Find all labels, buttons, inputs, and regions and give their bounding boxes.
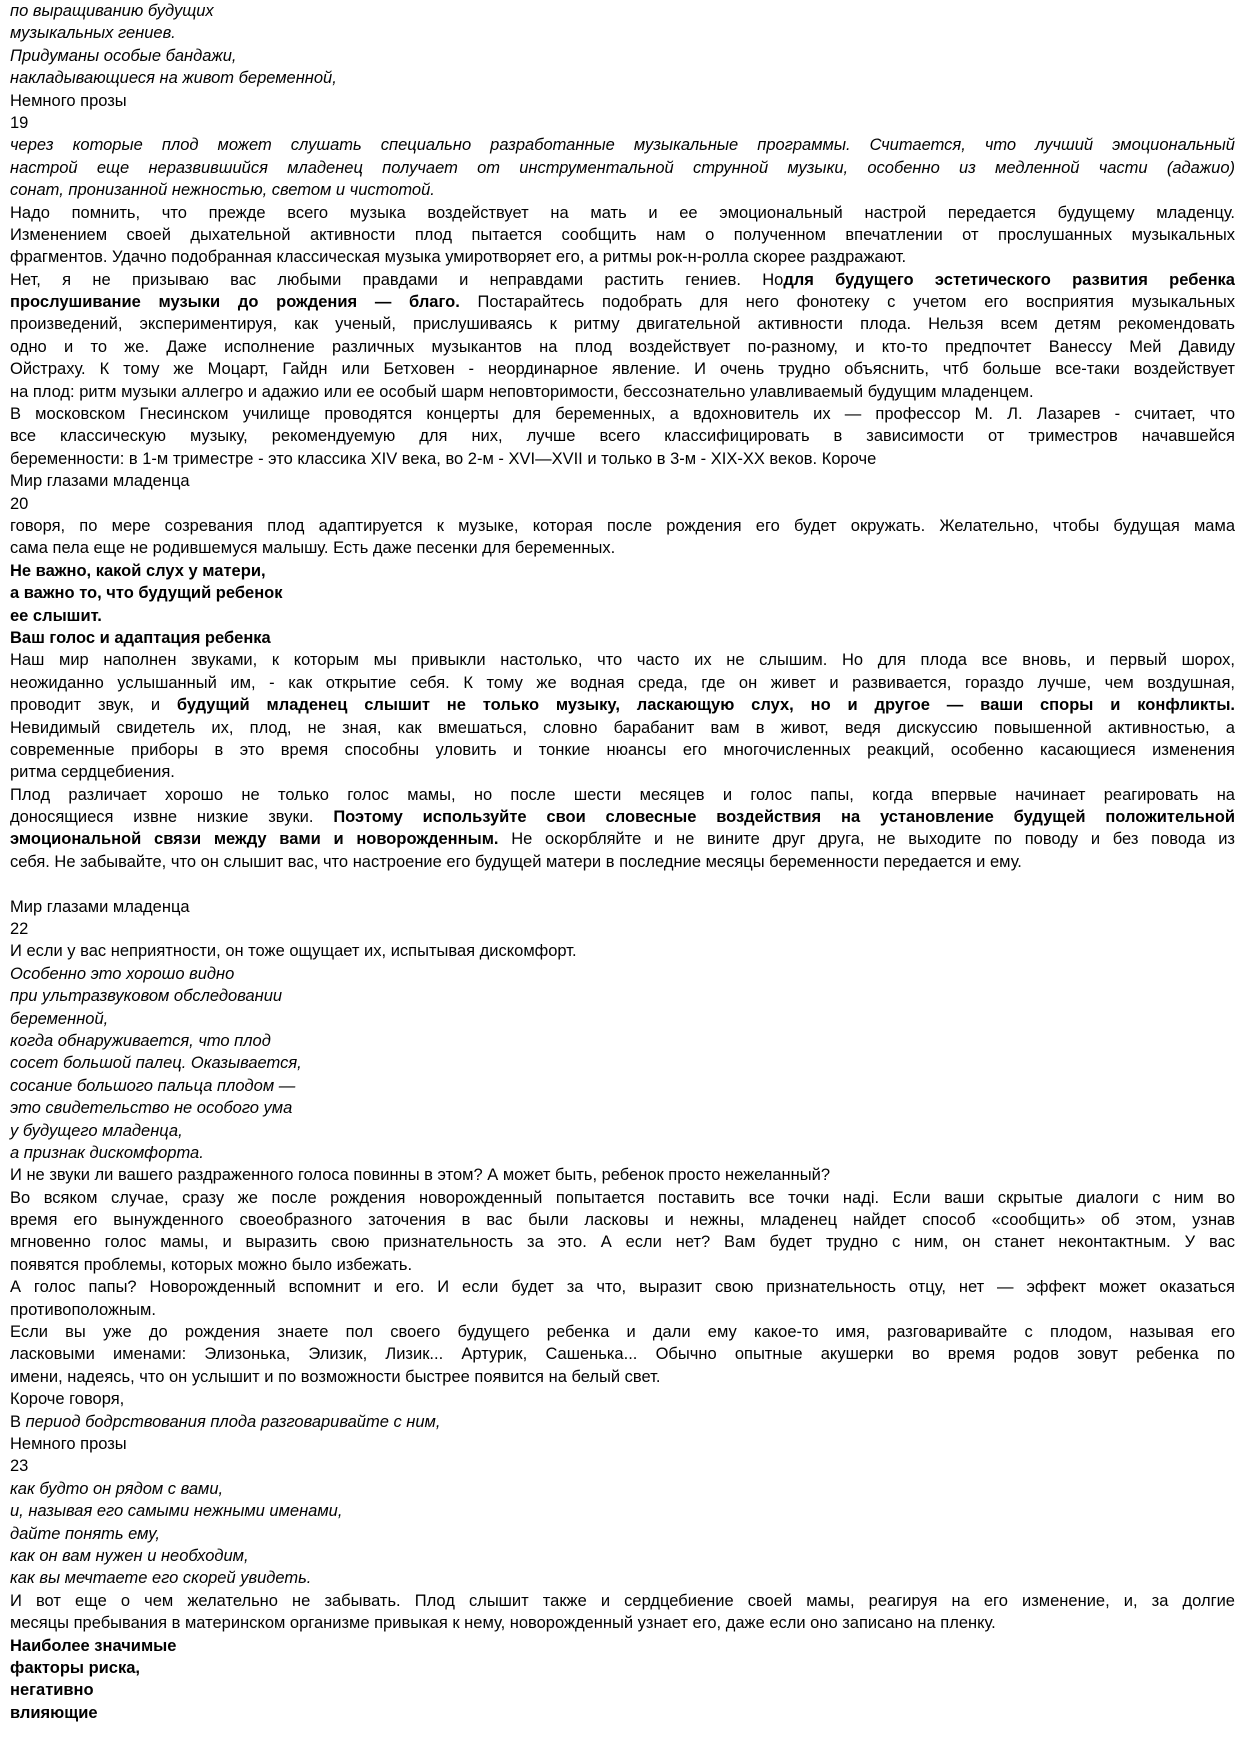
text-line: влияющие bbox=[10, 1703, 98, 1722]
text-line: современные приборы в это время способны уловить и тонкие нюансы его многочисленных реакций, особенно касающиеся изменения bbox=[10, 740, 1235, 759]
text-line: это свидетельство не особого ума bbox=[10, 1099, 293, 1118]
text-line: неожиданно услышанный им, - как открытие себя. К тому же водная среда, где он живет и развивается, гораздо лучше, чем воздушная, bbox=[10, 673, 1235, 692]
text-line: Короче говоря, bbox=[10, 1390, 125, 1409]
text-line bbox=[10, 1411, 1235, 1433]
text-line: мгновенно голос мамы, и выразить свою признательность за это. А если нет? Вам будет трудно с ним, он станет неконтактным. У вас bbox=[10, 1233, 1235, 1252]
text-run: Поэтому используйте свои словесные воздействия на установление будущей положительной bbox=[333, 808, 1235, 827]
text-run: Постарайтесь подобрать для него фонотеку с учетом его восприятия музыкальных bbox=[459, 293, 1235, 312]
text-line: имени, надеясь, что он услышит и по возможности быстрее появится на белый свет. bbox=[10, 1367, 661, 1386]
text-run: доносящиеся извне низкие звуки. bbox=[10, 808, 334, 827]
text-line: как будто он рядом с вами, bbox=[10, 1479, 224, 1498]
text-line: а важно то, что будущий ребенок bbox=[10, 584, 283, 603]
text-line: В московском Гнесинском училище проводятся концерты для беременных, а вдохновитель их — профессор М. Л. Лазарев - считает, что bbox=[10, 405, 1235, 424]
text-line: Особенно это хорошо видно bbox=[10, 964, 235, 983]
blank-line bbox=[10, 873, 1235, 895]
text-line: ритма сердцебиения. bbox=[10, 763, 175, 782]
text-line: А голос папы? Новорожденный вспомнит и его. И если будет за что, выразит свою признательность отцу, нет — эффект может оказаться bbox=[10, 1278, 1235, 1297]
text-line: фрагментов. Удачно подобранная классическая музыка умиротворяет его, а ритмы рок-н-ролла скорее раздражают. bbox=[10, 248, 907, 267]
text-run: будущий младенец слышит не только музыку, ласкающую слух, но и другое — ваши споры и конфликты. bbox=[176, 696, 1235, 715]
text-line: через которые плод может слушать специально разработанные музыкальные программы. Считается, что лучший эмоциональный bbox=[10, 136, 1235, 155]
text-line: одно и то же. Даже исполнение различных музыкантов на плод воздействует по-разному, и кто-то предпочтет Ванессу Мей Давиду bbox=[10, 337, 1235, 356]
text-line: а признак дискомфорта. bbox=[10, 1143, 204, 1162]
text-line: при ультразвуковом обследовании bbox=[10, 987, 283, 1006]
text-line: И не звуки ли вашего раздраженного голоса повинны в этом? А может быть, ребенок просто нежеланный? bbox=[10, 1166, 831, 1185]
text-line bbox=[10, 269, 1235, 291]
text-line: сама пела еще не родившемуся малышу. Есть даже песенки для беременных. bbox=[10, 539, 616, 558]
text-line: Мир глазами младенца bbox=[10, 897, 190, 916]
text-line: сосет большой палец. Оказывается, bbox=[10, 1054, 302, 1073]
text-line: себя. Не забывайте, что он слышит вас, что настроение его будущей матери в последние месяцы беременности передается и ему. bbox=[10, 852, 1022, 871]
text-line: как он вам нужен и необходим, bbox=[10, 1546, 249, 1565]
text-line: Придуманы особые бандажи, bbox=[10, 46, 237, 65]
text-line: ее слышит. bbox=[10, 606, 102, 625]
text-line bbox=[10, 291, 1235, 313]
text-line: Надо помнить, что прежде всего музыка воздействует на мать и ее эмоциональный настрой передается будущему младенцу. bbox=[10, 203, 1235, 222]
text-line: И вот еще о чем желательно не забывать. Плод слышит также и сердцебиение своей мамы, реагируя на его изменение, и, за долгие bbox=[10, 1591, 1235, 1610]
text-line: и, называя его самыми нежными именами, bbox=[10, 1502, 343, 1521]
text-line: Если вы уже до рождения знаете пол своего будущего ребенка и дали ему какое-то имя, разговаривайте с плодом, называя его bbox=[10, 1323, 1235, 1342]
text-run: В bbox=[10, 1412, 26, 1431]
text-line: время его вынужденного своеобразного заточения в вас были ласковы и нежны, младенец найдет способ «сообщить» об этом, узнав bbox=[10, 1211, 1235, 1230]
text-line: негативно bbox=[10, 1681, 94, 1700]
text-line: Немного прозы bbox=[10, 91, 127, 110]
text-line: сосание большого пальца плодом — bbox=[10, 1076, 296, 1095]
text-line: Ойстраху. К тому же Моцарт, Гайдн или Бетховен - неординарное явление. И очень трудно объяснить, чтб больше все-таки воздействует bbox=[10, 360, 1235, 379]
text-line: Ваш голос и адаптация ребенка bbox=[10, 628, 271, 647]
text-line: настрой еще неразвившийся младенец получает от инструментальной струнной музыки, особенно из медленной части (адажио) bbox=[10, 158, 1235, 177]
text-line: 19 bbox=[10, 113, 29, 132]
text-line: когда обнаруживается, что плод bbox=[10, 1031, 271, 1050]
text-line: Невидимый свидетель их, плод, не зная, как вмешаться, словно барабанит вам в живот, ведя дискуссию повышенной активностью, а bbox=[10, 718, 1235, 737]
text-line: ласковыми именами: Элизонька, Элизик, Лизик... Артурик, Сашенька... Обычно опытные акушерки во время родов зовут ребенка по bbox=[10, 1345, 1235, 1364]
text-line: 20 bbox=[10, 494, 29, 513]
text-line: Не важно, какой слух у матери, bbox=[10, 561, 266, 580]
text-line: 22 bbox=[10, 920, 29, 939]
text-line: дайте понять ему, bbox=[10, 1524, 160, 1543]
text-run: период бодрствования плода разговаривайте с ним, bbox=[25, 1412, 441, 1431]
text-line: музыкальных гениев. bbox=[10, 24, 176, 43]
text-line: как вы мечтаете его скорей увидеть. bbox=[10, 1569, 312, 1588]
text-line: Мир глазами младенца bbox=[10, 472, 190, 491]
text-line: Изменением своей дыхательной активности плод пытается сообщить нам о полученном впечатлении от прослушанных музыкальных bbox=[10, 225, 1235, 244]
text-line: Во всяком случае, сразу же после рождения новорожденный попытается поставить все точки надi. Если ваши скрытые диалоги с ним во bbox=[10, 1188, 1235, 1207]
text-line: 23 bbox=[10, 1457, 29, 1476]
text-line: по выращиванию будущих bbox=[10, 2, 214, 20]
text-line: говоря, по мере созревания плод адаптируется к музыке, которая после рождения его будет окружать. Желательно, чтобы будущая мама bbox=[10, 516, 1235, 535]
text-line: произведений, экспериментируя, как ученый, прислушиваясь к ритму двигательной активности плода. Нельзя всем детям рекомендовать bbox=[10, 315, 1235, 334]
text-line: у будущего младенца, bbox=[10, 1121, 183, 1140]
text-line bbox=[10, 828, 1235, 850]
text-line: Плод различает хорошо не только голос мамы, но после шести месяцев и голос папы, когда впервые начинает реагировать на bbox=[10, 785, 1235, 804]
text-run: Не оскорбляйте и не вините друг друга, не выходите по поводу и без повода из bbox=[498, 830, 1235, 849]
text-line: Наиболее значимые bbox=[10, 1636, 177, 1655]
text-line: беременной, bbox=[10, 1009, 109, 1028]
text-line bbox=[10, 806, 1235, 828]
text-run: эмоциональной связи между вами и новорожденным. bbox=[10, 830, 499, 849]
document-page bbox=[10, 0, 1235, 1724]
text-line: беременности: в 1-м триместре - это классика XIV века, во 2-м - XVI—XVII и только в 3-м - XIX-XX веков. Короче bbox=[10, 449, 877, 468]
text-run: для будущего эстетического развития ребенка bbox=[783, 270, 1235, 289]
text-run: проводит звук, и bbox=[10, 696, 177, 715]
text-line: Немного прозы bbox=[10, 1435, 127, 1453]
text-run: прослушивание музыки до рождения — благо. bbox=[10, 293, 460, 312]
text-line: факторы риска, bbox=[10, 1658, 140, 1677]
text-line: появятся проблемы, которых можно было избежать. bbox=[10, 1255, 413, 1274]
text-line: сонат, пронизанной нежностью, светом и чистотой. bbox=[10, 181, 435, 200]
text-line: на плод: ритм музыки аллегро и адажио или ее особый шарм неповторимости, бессознательно улавливаемый будущим младенцем. bbox=[10, 382, 1034, 401]
text-run: Нет, я не призываю вас любыми правдами и неправдами растить гениев. Но bbox=[10, 270, 784, 289]
text-line: месяцы пребывания в материнском организме привыкая к нему, новорожденный узнает его, даже если оно записано на пленку. bbox=[10, 1614, 996, 1633]
text-line: И если у вас неприятности, он тоже ощущает их, испытывая дискомфорт. bbox=[10, 942, 577, 961]
text-line: накладывающиеся на живот беременной, bbox=[10, 69, 337, 88]
text-line: все классическую музыку, рекомендуемую для них, лучше всего классифицировать в зависимости от триместров начавшейся bbox=[10, 427, 1235, 446]
text-line: противоположным. bbox=[10, 1300, 156, 1319]
text-line bbox=[10, 694, 1235, 716]
text-line: Наш мир наполнен звуками, к которым мы привыкли настолько, что часто их не слышим. Но для плода все вновь, и первый шорох, bbox=[10, 651, 1235, 670]
